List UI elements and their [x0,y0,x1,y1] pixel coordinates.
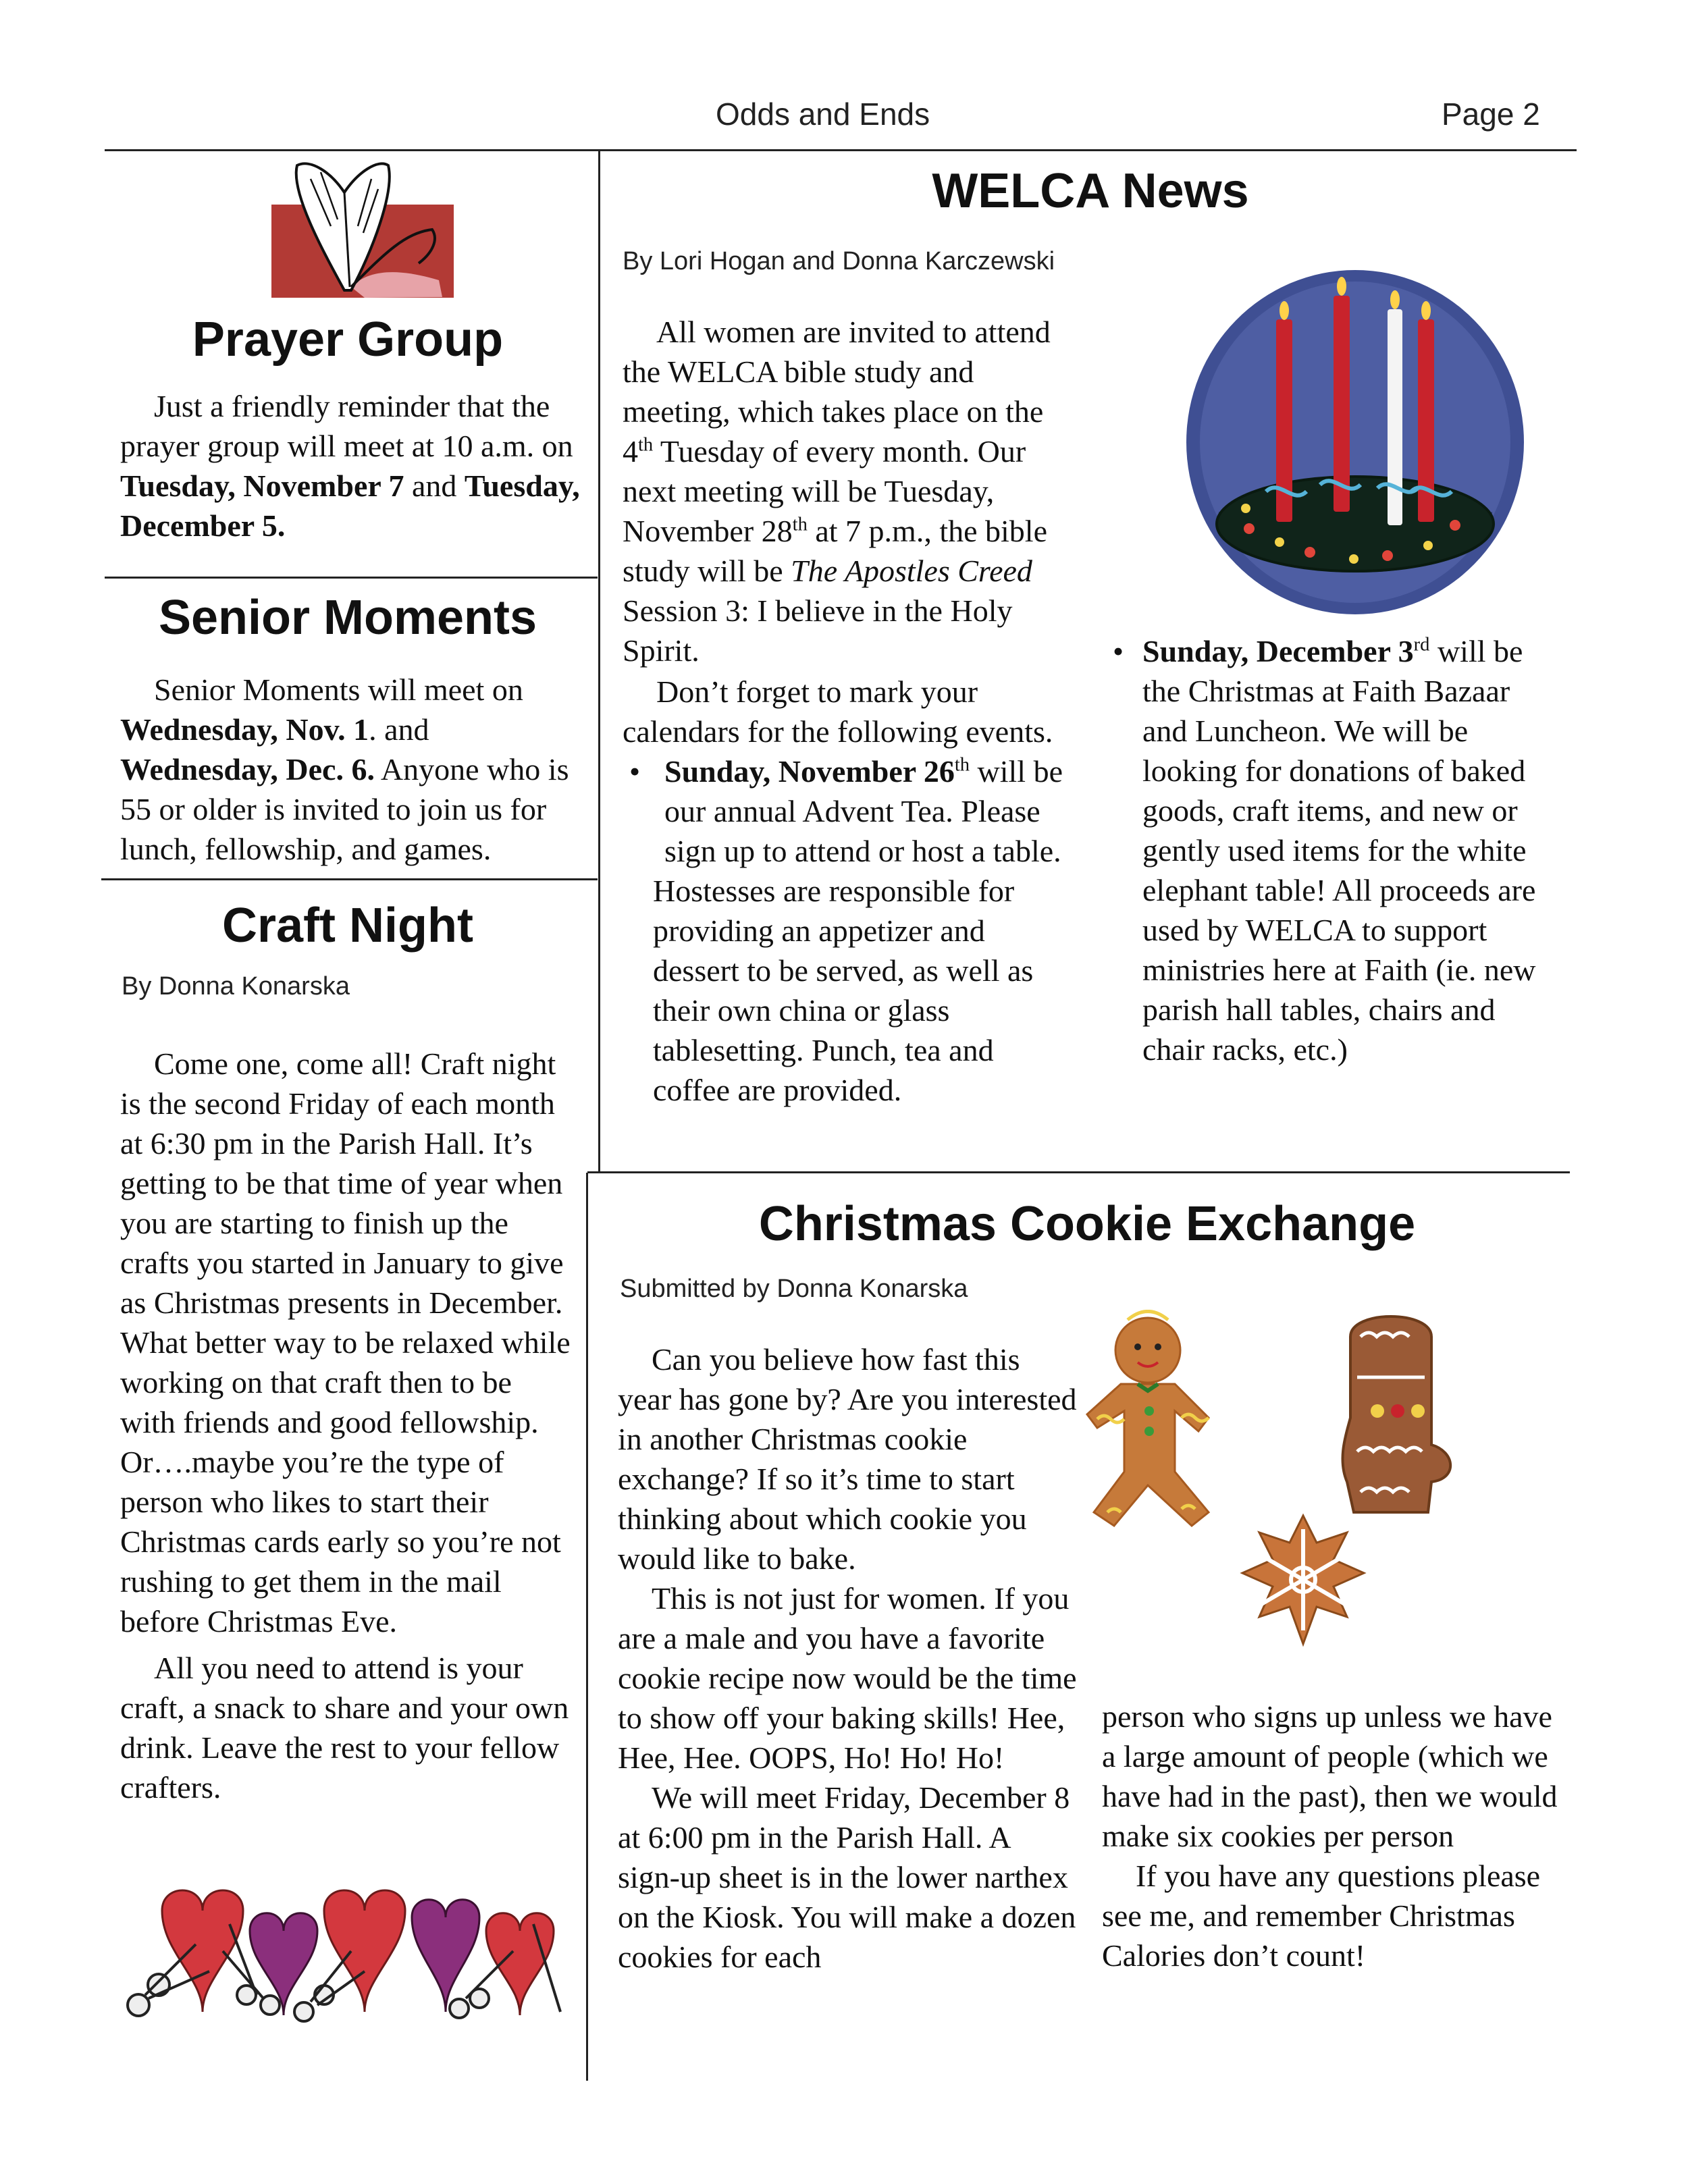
welca-bullet-1-rest: will be our annual Advent Tea. Please sign up to attend or host a table. [664,754,1063,868]
column-divider-lower [586,1173,588,2081]
craft-night-para-2: All you need to attend is your craft, a snack to share and your own drink. Leave the rest to your fellow crafters. [120,1651,569,1805]
praying-hands-image [270,152,456,300]
senior-moments-rest: Anyone who is 55 or older is invited to join us for lunch, fellowship, and games. [120,752,569,866]
column-divider-upper [598,150,600,1173]
welca-p1-d: Session 3: I believe in the Holy Spirit. [623,593,1013,668]
cookie-para-3-start: We will meet Friday, December 8 at 6:00 pm in the Parish Hall. A sign-up sheet is in the lower narthex on the Kiosk. You will make a dozen cookies for each [618,1780,1076,1974]
divider-prayer-senior [105,577,598,579]
senior-moments-body [120,670,586,869]
welca-para-2: Don’t forget to mark your calendars for the following events. [623,674,1053,749]
welca-bullet-2 [1113,631,1552,1069]
divider-senior-craft [101,878,598,880]
welca-title: WELCA News [932,164,1249,218]
header-rule [105,149,1577,151]
header-page-number: Page 2 [1442,97,1540,132]
craft-night-title: Craft Night [222,899,473,953]
craft-hearts-scissors-image [108,1870,581,2025]
welca-p1-italic: The Apostles Creed [791,554,1032,588]
cookie-body-left [618,1339,1077,1977]
craft-night-body [120,1044,574,1807]
welca-para-1 [623,312,1082,670]
cookie-para-3-end: person who signs up unless we have a large amount of people (which we have had in the past), then we would make six cookies per person [1102,1699,1558,1853]
divider-welca-cookie [587,1171,1570,1173]
welca-bullet-1 [629,751,1082,871]
welca-bullet-2-dot: • [1113,634,1124,668]
welca-byline: By Lori Hogan and Donna Karczewski [623,247,1055,275]
prayer-group-connector: and [404,469,465,503]
craft-night-para-1: Come one, come all! Craft night is the second Friday of each month at 6:30 pm in the Parish Hall. It’s getting to be that time of year when you are starting to finish up the crafts you started in January to give as Christmas presents in December. What better way to be relaxed while working on that craft then to be with friends and good fellowship. Or….maybe you’re the type of person who likes to start their Christmas cards early so you’re not rushing to get them in the mail before Christmas Eve. [120,1046,571,1639]
welca-p1-sup-1: th [638,434,654,456]
cookie-body-right [1102,1697,1561,1975]
prayer-group-date-1: Tuesday, November 7 [120,469,404,503]
prayer-group-body [120,386,586,545]
senior-moments-date-2: Wednesday, Dec. 6. [120,752,375,787]
welca-p1-c: at 7 p.m., the bible study will be [623,514,1047,588]
senior-moments-title: Senior Moments [158,591,537,645]
senior-moments-intro: Senior Moments will meet on [154,672,523,707]
welca-bullet-1-bold: Sunday, November 26 [664,754,955,789]
senior-moments-mid: . and [369,712,429,747]
christmas-cookies-image [1080,1310,1492,1647]
welca-bullet-1-sup: th [954,754,970,776]
welca-bullet-1-more: Hostesses are responsible for providing an appetizer and dessert to be served, as well as their own china or glass tablesetting. Punch, tea and coffee are provided. [653,874,1034,1107]
advent-wreath-image [1185,269,1526,616]
prayer-group-date-2: Tuesday, December 5. [120,469,580,543]
cookie-byline: Submitted by Donna Konarska [620,1275,968,1303]
cookie-title: Christmas Cookie Exchange [758,1197,1416,1251]
welca-bullet-2-sup: rd [1413,634,1430,656]
welca-p1-b: Tuesday of every month. Our next meeting will be Tuesday, November 28 [623,434,1026,548]
prayer-group-intro: Just a friendly reminder that the prayer group will meet at 10 a.m. on [120,389,573,463]
cookie-para-2: This is not just for women. If you are a male and you have a favorite cookie recipe now would be the time to show off your baking skills! Hee, Hee, Hee. OOPS, Ho! Ho! Ho! [618,1581,1077,1775]
prayer-group-title: Prayer Group [192,313,504,367]
senior-moments-date-1: Wednesday, Nov. 1 [120,712,369,747]
welca-bullet-2-rest: will be the Christmas at Faith Bazaar and Luncheon. We will be looking for donations of baked goods, craft items, and new or gently used items for the white elephant table! All proceeds are used by WELCA to support ministries here at Faith (ie. new parish hall tables, chairs and chair racks, etc.) [1142,634,1536,1067]
welca-body-left [623,312,1082,1110]
welca-p1-sup-2: th [792,514,808,535]
welca-bullet-1-dot: • [629,754,641,789]
welca-p1-a: All women are invited to attend the WELCA bible study and meeting, which takes place on the 4 [623,315,1051,469]
header-section-title: Odds and Ends [716,97,930,132]
cookie-para-4: If you have any questions please see me, and remember Christmas Calories don’t count! [1102,1859,1541,1973]
welca-bullet-2-bold: Sunday, December 3 [1142,634,1414,668]
cookie-para-1: Can you believe how fast this year has gone by? Are you interested in another Christmas cookie exchange? If so it’s time to start thinking about which cookie you would like to bake. [618,1342,1077,1576]
welca-body-right [1113,631,1552,1069]
craft-night-byline: By Donna Konarska [122,972,350,1001]
